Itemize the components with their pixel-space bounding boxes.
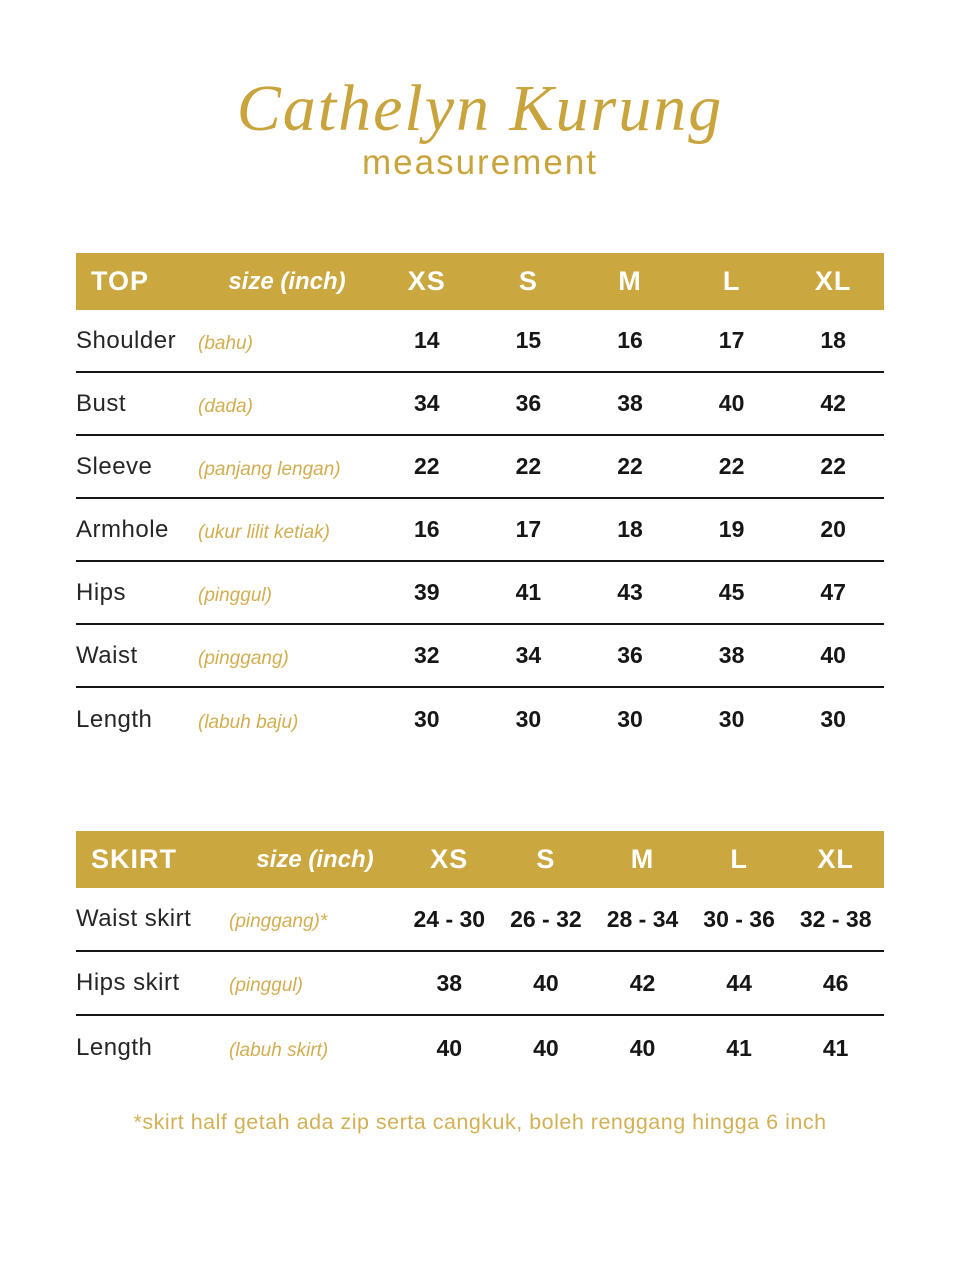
value-cell: 38 bbox=[617, 390, 643, 417]
measurement-row-waist bbox=[76, 625, 884, 688]
value-cell: 40 bbox=[718, 390, 745, 417]
row-label: Bust bbox=[76, 389, 127, 417]
table-name: TOP bbox=[91, 266, 150, 297]
value-cell: 32 - 38 bbox=[799, 905, 872, 932]
row-sublabel: (bahu) bbox=[198, 332, 253, 354]
value-cell: 40 bbox=[629, 1034, 656, 1061]
value-cell: 44 bbox=[726, 969, 752, 996]
value-cell: 32 bbox=[414, 642, 440, 669]
value-cell: 17 bbox=[515, 516, 542, 543]
size-header-xl: XL bbox=[817, 844, 854, 875]
row-label: Shoulder bbox=[76, 326, 177, 354]
value-cell: 18 bbox=[820, 327, 846, 354]
value-cell: 41 bbox=[822, 1034, 849, 1061]
measurement-row-hips-skirt bbox=[76, 952, 884, 1016]
row-sublabel: (panjang lengan) bbox=[198, 458, 341, 480]
value-cell: 19 bbox=[718, 516, 745, 543]
row-label: Hips bbox=[76, 578, 127, 606]
size-header-s: S bbox=[536, 844, 556, 875]
value-cell: 30 bbox=[617, 706, 643, 733]
size-header-m: M bbox=[630, 844, 655, 875]
row-label: Waist skirt bbox=[76, 905, 192, 933]
top-measurement-table bbox=[76, 253, 884, 751]
brand-title: Cathelyn Kurung bbox=[236, 72, 724, 145]
value-cell: 45 bbox=[718, 579, 745, 606]
size-header-l: L bbox=[730, 844, 748, 875]
row-sublabel: (pinggang) bbox=[198, 647, 289, 669]
row-sublabel: (ukur lilit ketiak) bbox=[198, 521, 330, 543]
row-sublabel: (pinggul) bbox=[229, 975, 303, 997]
row-label: Length bbox=[76, 1034, 153, 1062]
row-sublabel: (pinggul) bbox=[198, 584, 272, 606]
value-cell: 43 bbox=[617, 579, 643, 606]
skirt-measurement-table bbox=[76, 831, 884, 1080]
value-cell: 22 bbox=[617, 453, 643, 480]
value-cell: 42 bbox=[629, 969, 656, 996]
row-label: Length bbox=[76, 705, 153, 733]
measurement-row-waist-skirt bbox=[76, 888, 884, 952]
row-label: Hips skirt bbox=[76, 969, 180, 997]
value-cell: 15 bbox=[515, 327, 542, 354]
skirt-table-header bbox=[76, 831, 884, 888]
value-cell: 26 - 32 bbox=[510, 905, 582, 932]
size-header-l: L bbox=[722, 266, 741, 297]
measurement-row-length bbox=[76, 688, 884, 751]
value-cell: 40 bbox=[533, 969, 559, 996]
value-cell: 38 bbox=[718, 642, 745, 669]
row-label: Waist bbox=[76, 641, 138, 669]
value-cell: 22 bbox=[515, 453, 542, 480]
measurement-row-armhole bbox=[76, 499, 884, 562]
value-cell: 20 bbox=[820, 516, 846, 543]
value-cell: 39 bbox=[414, 579, 440, 606]
value-cell: 30 bbox=[820, 706, 846, 733]
skirt-footnote: *skirt half getah ada zip serta cangkuk, boleh renggang hingga 6 inch bbox=[133, 1110, 827, 1135]
value-cell: 36 bbox=[515, 390, 542, 417]
value-cell: 36 bbox=[617, 642, 643, 669]
measurement-row-shoulder bbox=[76, 310, 884, 373]
value-cell: 40 bbox=[533, 1034, 559, 1061]
brand-block bbox=[0, 74, 960, 183]
row-label: Armhole bbox=[76, 515, 169, 543]
value-cell: 18 bbox=[617, 516, 643, 543]
value-cell: 14 bbox=[414, 327, 440, 354]
row-sublabel: (pinggang)* bbox=[229, 911, 328, 933]
size-header-xs: XS bbox=[407, 266, 446, 297]
table-name: SKIRT bbox=[91, 844, 177, 875]
value-cell: 40 bbox=[820, 642, 846, 669]
value-cell: 41 bbox=[515, 579, 542, 606]
value-cell: 40 bbox=[436, 1034, 463, 1061]
row-sublabel: (dada) bbox=[198, 395, 253, 417]
top-table-header bbox=[76, 253, 884, 310]
value-cell: 38 bbox=[436, 969, 463, 996]
value-cell: 22 bbox=[820, 453, 846, 480]
size-header-xs: XS bbox=[430, 844, 469, 875]
size-header-m: M bbox=[618, 266, 642, 297]
value-cell: 41 bbox=[726, 1034, 752, 1061]
measurement-row-hips bbox=[76, 562, 884, 625]
value-cell: 34 bbox=[414, 390, 440, 417]
value-cell: 17 bbox=[718, 327, 745, 354]
value-cell: 46 bbox=[822, 969, 849, 996]
value-cell: 30 bbox=[414, 706, 440, 733]
value-cell: 24 - 30 bbox=[413, 905, 486, 932]
measurement-row-length-skirt bbox=[76, 1016, 884, 1080]
size-header-xl: XL bbox=[814, 266, 852, 297]
row-sublabel: (labuh baju) bbox=[198, 711, 299, 733]
unit-label: size (inch) bbox=[228, 267, 346, 295]
value-cell: 22 bbox=[414, 453, 440, 480]
row-label: Sleeve bbox=[76, 452, 153, 480]
value-cell: 16 bbox=[617, 327, 643, 354]
measurement-row-bust bbox=[76, 373, 884, 436]
value-cell: 47 bbox=[820, 579, 846, 606]
row-sublabel: (labuh skirt) bbox=[229, 1040, 329, 1062]
value-cell: 16 bbox=[414, 516, 440, 543]
value-cell: 30 - 36 bbox=[703, 905, 775, 932]
value-cell: 30 bbox=[718, 706, 745, 733]
page-subtitle: measurement bbox=[362, 143, 598, 183]
value-cell: 30 bbox=[515, 706, 542, 733]
value-cell: 22 bbox=[718, 453, 745, 480]
value-cell: 42 bbox=[820, 390, 846, 417]
measurement-row-sleeve bbox=[76, 436, 884, 499]
size-header-s: S bbox=[518, 266, 538, 297]
value-cell: 28 - 34 bbox=[606, 905, 679, 932]
unit-label: size (inch) bbox=[256, 845, 374, 873]
value-cell: 34 bbox=[515, 642, 542, 669]
